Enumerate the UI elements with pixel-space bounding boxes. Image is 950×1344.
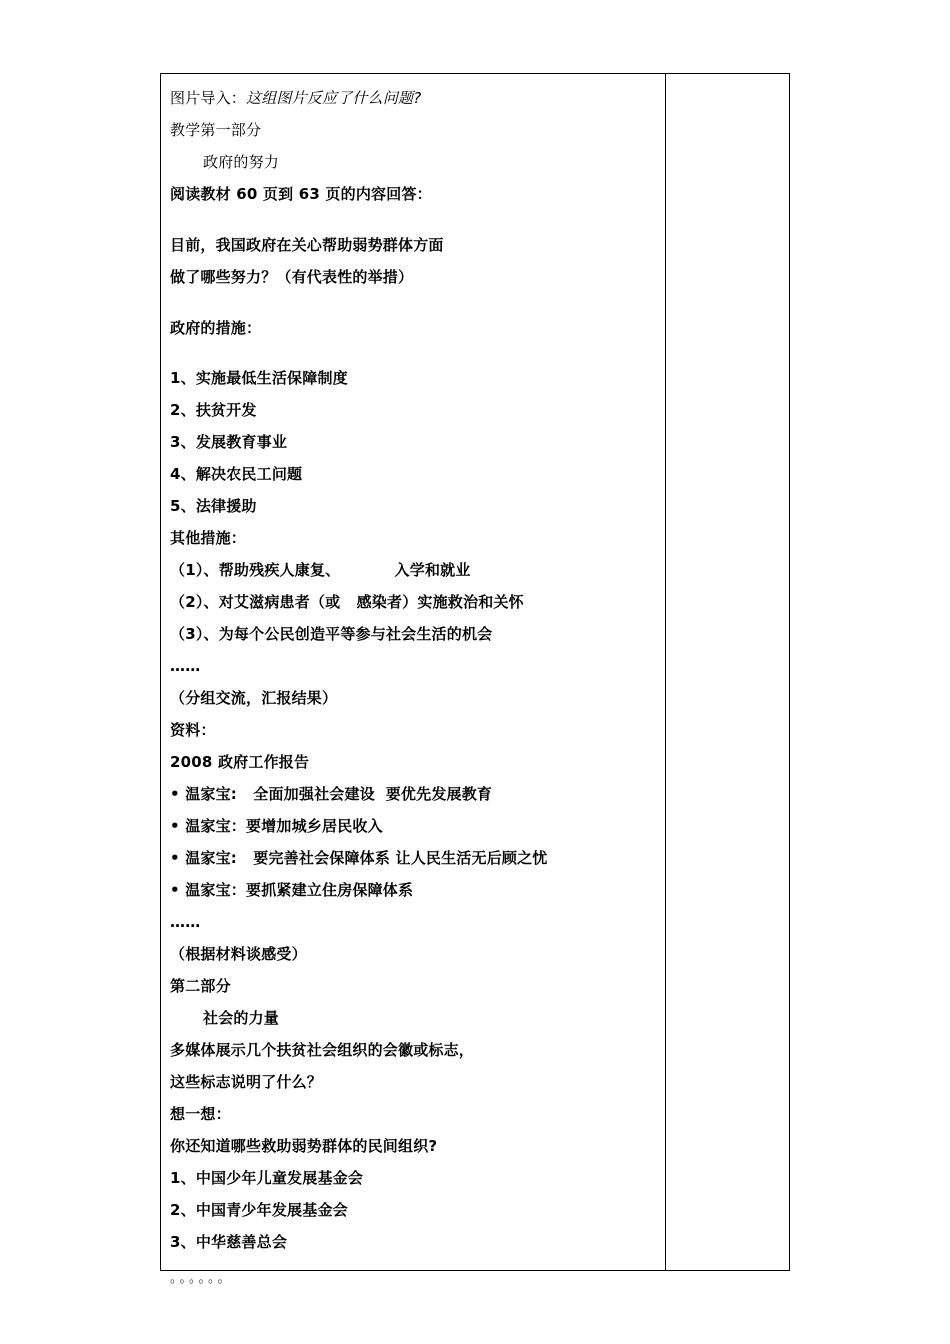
measure-item-2: 2、扶贫开发 [170, 401, 257, 419]
intro-label: 图片导入： [170, 89, 247, 107]
quote-2: • 温家宝：要增加城乡居民收入 [170, 817, 383, 835]
group-discussion-note: （分组交流，汇报结果） [170, 689, 338, 707]
measure-item-4: 4、解决农民工问题 [170, 465, 303, 483]
measure-item-3: 3、发展教育事业 [170, 433, 288, 451]
question-line-2: 做了哪些努力？（有代表性的举措） [170, 268, 414, 286]
section-one-subtitle: 政府的努力 [203, 153, 280, 171]
organization-1: 1、中国少年儿童发展基金会 [170, 1169, 364, 1187]
logos-question: 这些标志说明了什么？ [170, 1073, 323, 1091]
ellipsis-1: …… [170, 657, 201, 675]
trailing-dots: 。。。。。。 [170, 1271, 234, 1286]
quote-4: • 温家宝：要抓紧建立住房保障体系 [170, 881, 414, 899]
organization-3: 3、中华慈善总会 [170, 1233, 288, 1251]
measure-item-1: 1、实施最低生活保障制度 [170, 369, 348, 387]
organization-2: 2、中国青少年发展基金会 [170, 1201, 348, 1219]
quote-3: • 温家宝: 要完善社会保障体系 让人民生活无后顾之忧 [170, 849, 548, 867]
organizations-question: 你还知道哪些救助弱势群体的民间组织? [170, 1137, 438, 1155]
other-measures-heading: 其他措施： [170, 529, 247, 547]
report-title: 2008 政府工作报告 [170, 753, 310, 771]
multimedia-line: 多媒体展示几个扶贫社会组织的会徽或标志， [170, 1041, 475, 1059]
measure-item-5: 5、法律援助 [170, 497, 257, 515]
think-heading: 想一想： [170, 1105, 231, 1123]
reading-instruction: 阅读教材 60 页到 63 页的内容回答： [170, 185, 432, 203]
quote-1: • 温家宝: 全面加强社会建设 要优先发展教育 [170, 785, 493, 803]
ellipsis-2: …… [170, 913, 201, 931]
section-two-heading: 第二部分 [170, 977, 231, 995]
section-two-subtitle: 社会的力量 [203, 1009, 280, 1027]
other-measure-1: （1）、帮助残疾人康复、 入学和就业 [170, 561, 471, 579]
intro-question: 这组图片反应了什么问题? [246, 89, 422, 107]
section-one-heading: 教学第一部分 [170, 121, 262, 139]
feelings-note: （根据材料谈感受） [170, 945, 307, 963]
other-measure-3: （3）、为每个公民创造平等参与社会生活的机会 [170, 625, 493, 643]
column-divider [665, 73, 666, 1271]
measures-heading: 政府的措施： [170, 319, 262, 337]
other-measure-2: （2）、对艾滋病患者（或 感染者）实施救治和关怀 [170, 593, 524, 611]
materials-heading: 资料： [170, 721, 216, 739]
intro-line [170, 88, 421, 108]
question-line-1: 目前，我国政府在关心帮助弱势群体方面 [170, 236, 444, 254]
